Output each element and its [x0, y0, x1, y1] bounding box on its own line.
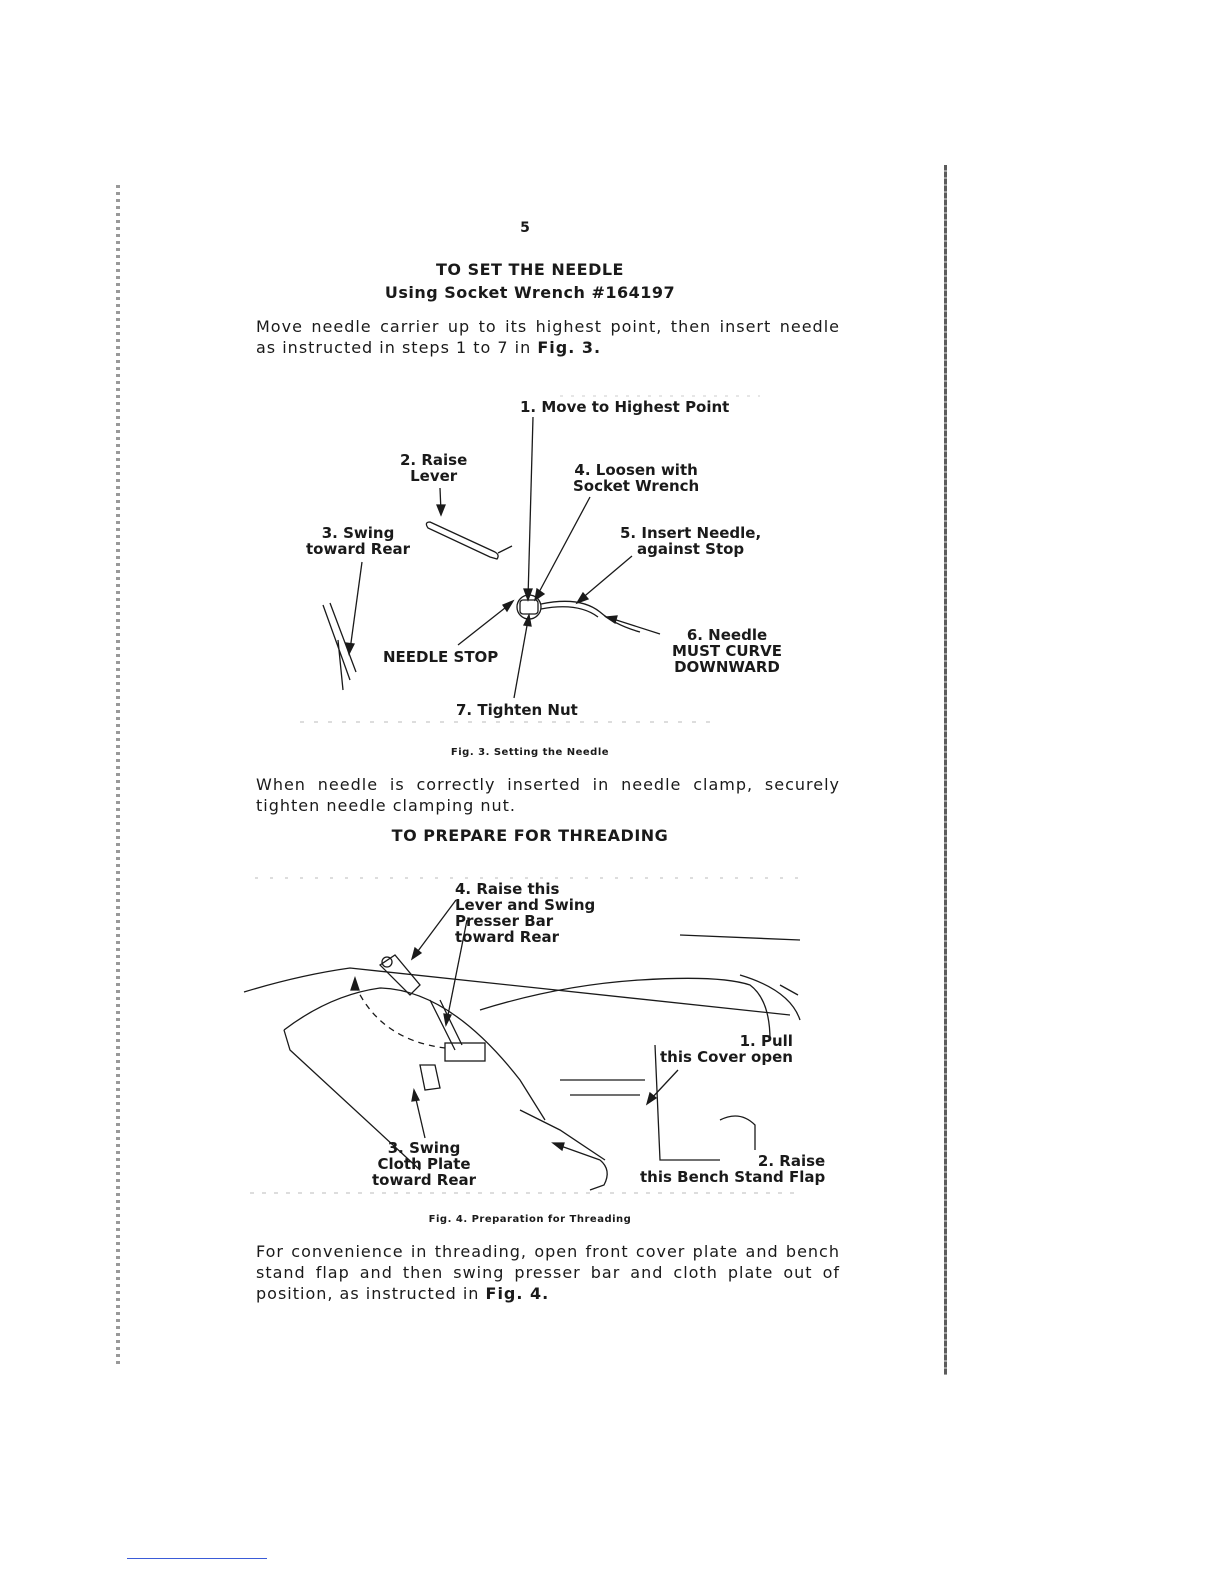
leader-fig4-step1: [650, 1070, 678, 1100]
label-step5: 5. Insert Needle, against Stop: [620, 524, 762, 558]
label-step3: 3. Swing toward Rear: [306, 524, 411, 558]
leader-fig4-step4a: [415, 900, 456, 955]
label-step4: 4. Loosen with Socket Wrench: [573, 461, 700, 495]
figure-4-caption: Fig. 4. Preparation for Threading: [428, 1214, 632, 1225]
label-step6: 6. Needle MUST CURVE DOWNWARD: [672, 626, 782, 676]
label-step7: 7. Tighten Nut: [456, 701, 578, 719]
label-needle-stop: NEEDLE STOP: [383, 648, 499, 666]
swing-arc: [355, 985, 445, 1048]
section-title-prepare-threading: TO PREPARE FOR THREADING: [391, 826, 669, 845]
prepare-text: For convenience in threading, open front cover plate and bench stand flap and then swing presser bar and cloth plate out of position, as instructed in: [256, 1242, 840, 1303]
section-subtitle-set-needle: Using Socket Wrench #164197: [384, 283, 676, 302]
machine-arm: [480, 978, 770, 1040]
cloth-plate-tab: [420, 1065, 440, 1090]
label-fig4-step4: 4. Raise this Lever and Swing Presser Bar toward Rear: [455, 880, 596, 946]
cover-shape: [720, 1116, 755, 1150]
label-fig4-step3: 3. Swing Cloth Plate toward Rear: [372, 1139, 477, 1189]
after-text: When needle is correctly inserted in needle clamp, securely tighten needle clamping nut.: [256, 775, 840, 815]
figure-3-caption: Fig. 3. Setting the Needle: [450, 747, 610, 758]
label-fig4-step2: 2. Raise this Bench Stand Flap: [640, 1152, 826, 1186]
paragraph-prepare-threading: [220, 1241, 840, 1304]
presser-foot: [445, 1043, 485, 1061]
bench-top-edge: [244, 968, 790, 1015]
label-step2: 2. Raise Lever: [400, 451, 468, 485]
bench-flap: [590, 1160, 607, 1190]
fig4-reference: Fig. 4.: [485, 1284, 550, 1303]
fig3-reference: Fig. 3.: [537, 338, 602, 357]
page-number: 5: [520, 220, 530, 236]
section-title-set-needle: TO SET THE NEEDLE: [436, 260, 624, 279]
intro-text: Move needle carrier up to its highest point, then insert needle as instructed in steps 1 to 7 in: [256, 317, 840, 357]
label-fig4-step1: 1. Pull this Cover open: [660, 1032, 793, 1066]
label-step1: 1. Move to Highest Point: [520, 398, 730, 416]
leader-fig4-step3: [415, 1095, 425, 1138]
